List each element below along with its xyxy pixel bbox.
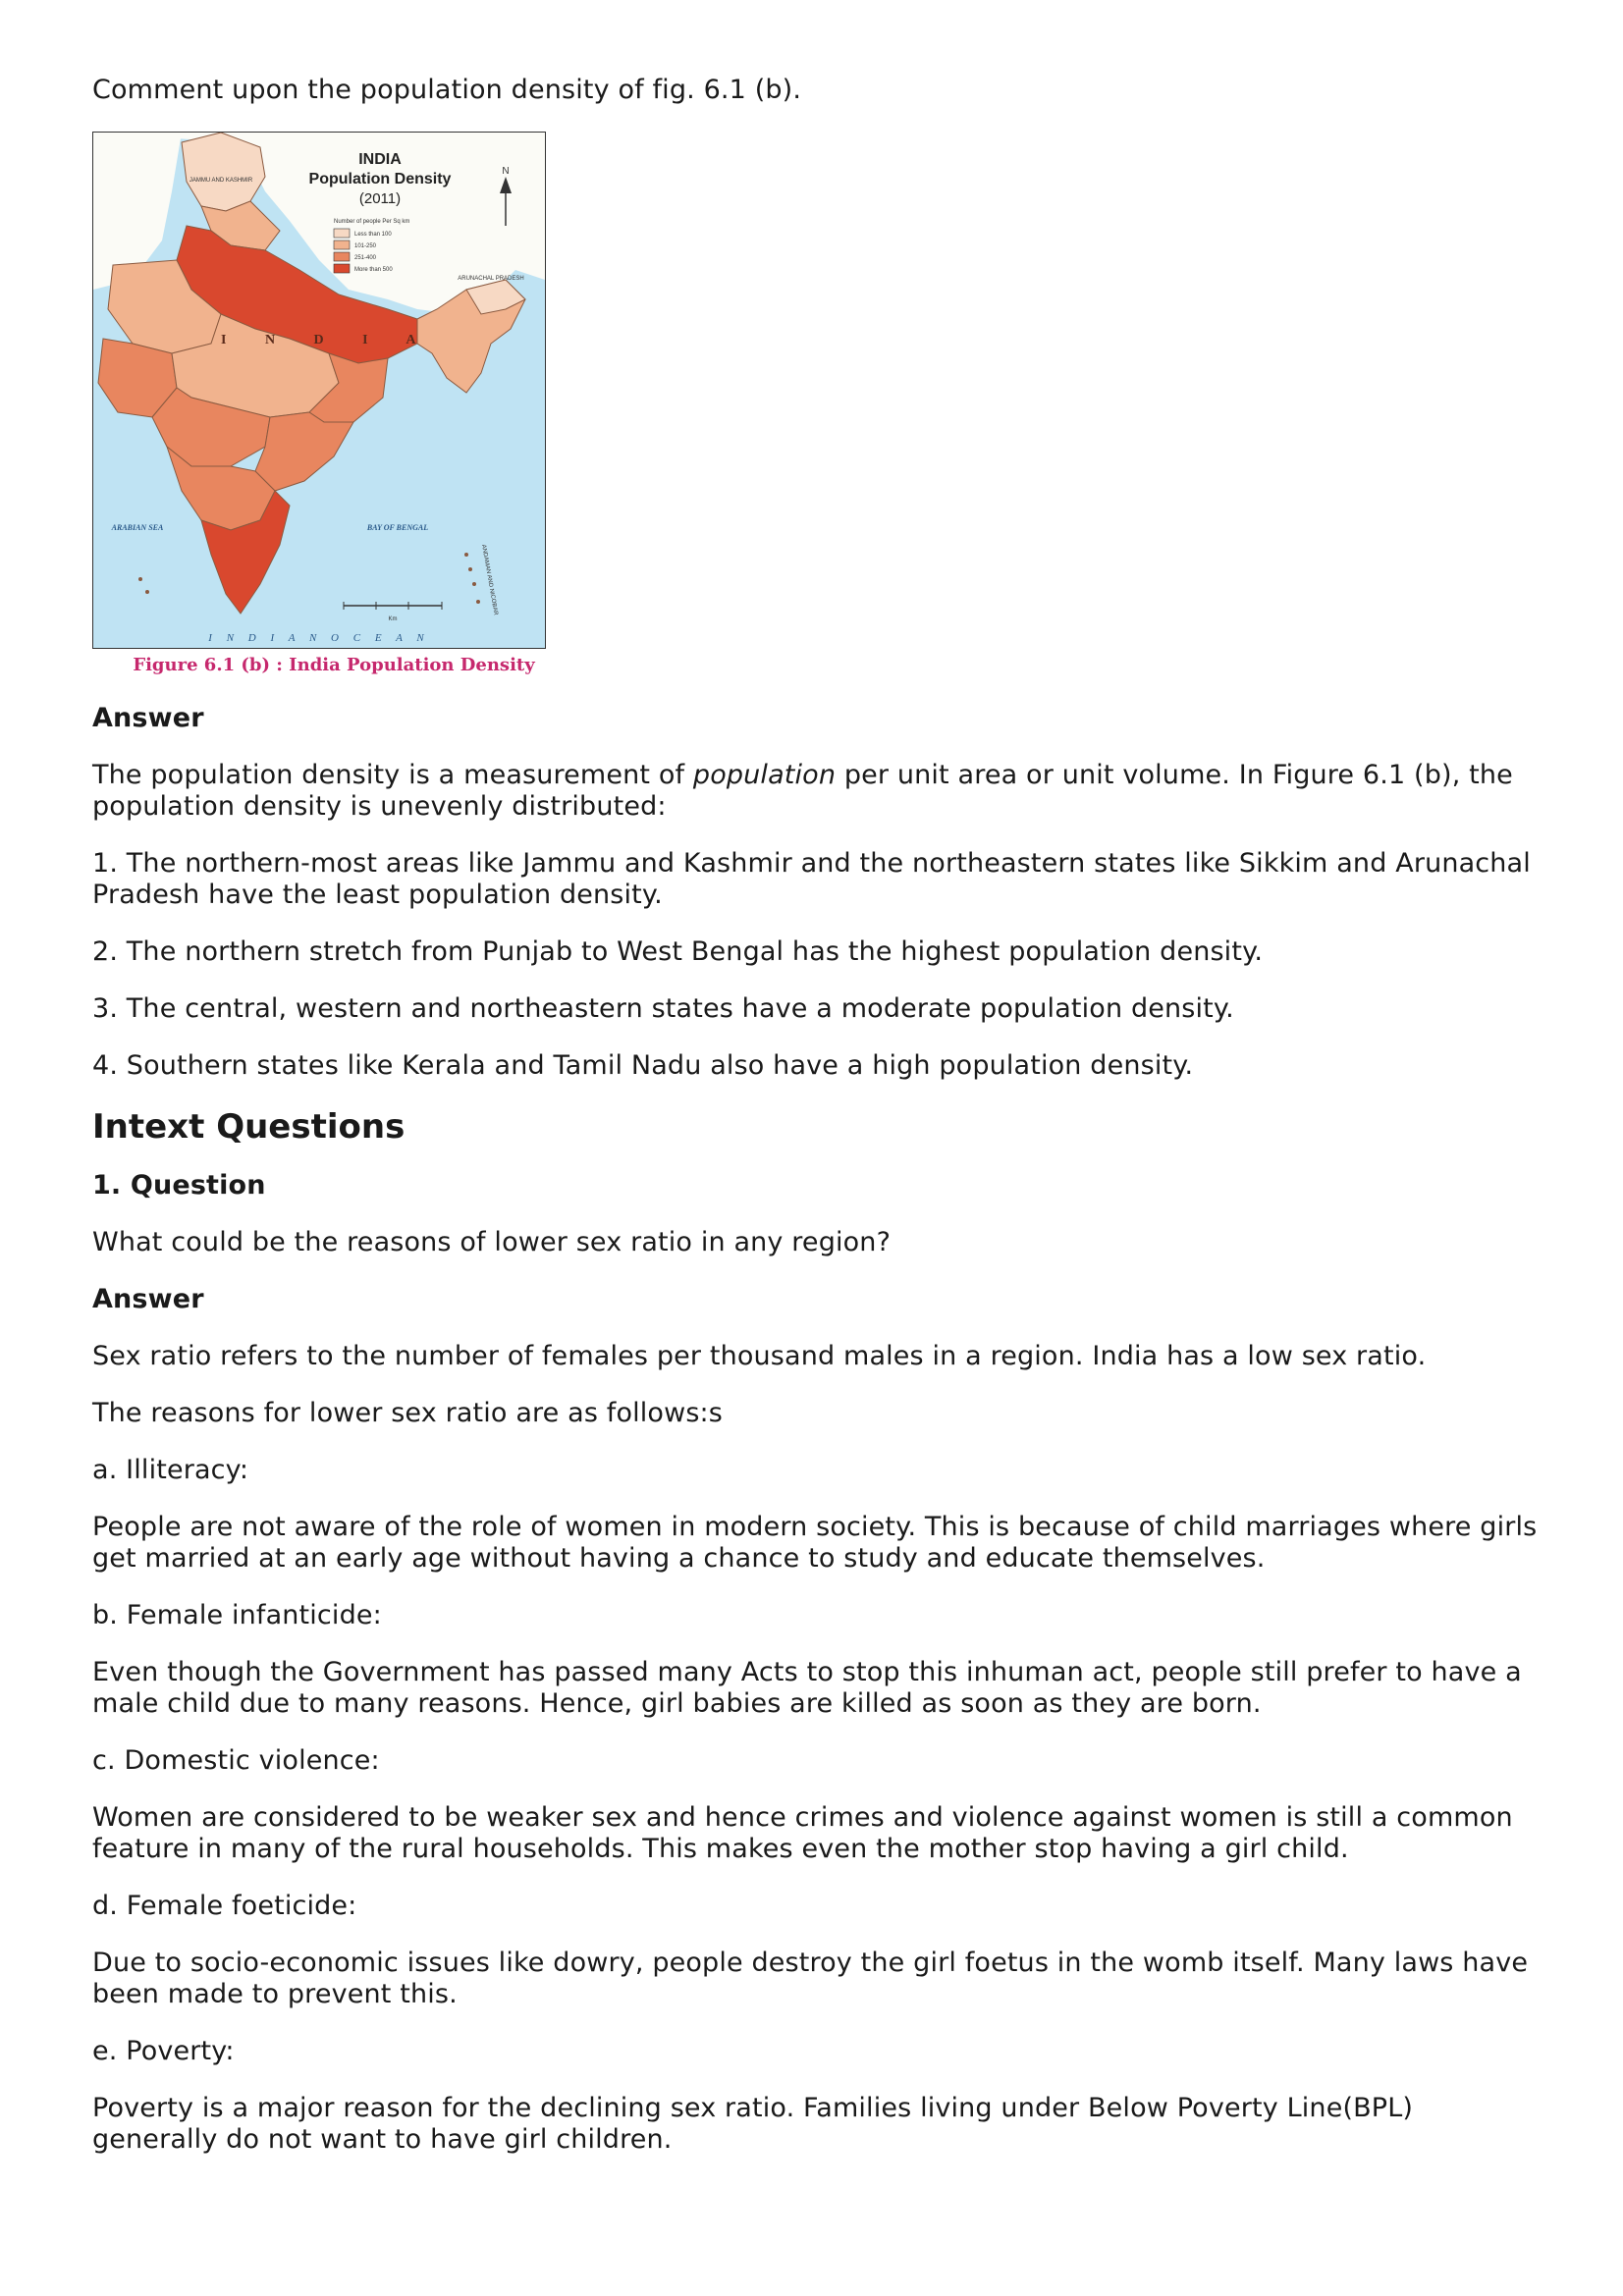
answer-1 <box>92 760 1545 1082</box>
answer-2 <box>92 1341 1545 2156</box>
scale-unit: Km <box>388 616 398 622</box>
label-andaman: ANDAMAN AND NICOBAR <box>480 544 499 616</box>
answer-paragraph: The reasons for lower sex ratio are as follows:s <box>92 1398 724 1428</box>
legend-label: More than 500 <box>354 267 393 273</box>
reason-heading: e. Poverty: <box>92 2036 235 2066</box>
island <box>472 582 476 586</box>
reason-text: People are not aware of the role of women in modern society. This is because of child marriages where girls get married at an early age without having a chance to study and educate themselves. <box>92 1512 1538 1574</box>
label-bay-of-bengal: BAY OF BENGAL <box>366 523 429 532</box>
reason-text: Due to socio-economic issues like dowry, people destroy the girl foetus in the womb itself. Many laws have been made to prevent this. <box>92 1948 1529 2009</box>
legend-heading: Number of people Per Sq km <box>334 219 410 225</box>
question-label: 1. Question <box>92 1170 266 1201</box>
reason-heading: d. Female foeticide: <box>92 1891 357 1921</box>
india-population-density-map <box>92 132 546 649</box>
section-heading: Intext Questions <box>92 1107 406 1147</box>
intro-question: Comment upon the population density of fig. 6.1 (b). <box>92 75 802 105</box>
label-indian-ocean: I N D I A N O C E A N <box>208 632 430 644</box>
reason-text: Poverty is a major reason for the declining sex ratio. Families living under Below Poverty Line(BPL) generally do not want to have girl children. <box>92 2093 1414 2155</box>
reason-heading: c. Domestic violence: <box>92 1745 380 1776</box>
north-label: N <box>502 166 510 177</box>
map-title-line3: (2011) <box>358 190 402 207</box>
island <box>468 567 472 571</box>
label-jk: JAMMU AND KASHMIR <box>189 178 253 184</box>
legend-label: 101-250 <box>354 243 377 249</box>
question-text: What could be the reasons of lower sex ratio in any region? <box>92 1227 892 1257</box>
answer-label: Answer <box>92 703 204 733</box>
legend-swatch <box>334 264 350 273</box>
emphasis: population <box>692 760 837 790</box>
reason-heading: a. Illiteracy: <box>92 1455 249 1485</box>
legend-swatch <box>334 240 350 249</box>
answer-point-2: 2. The northern stretch from Punjab to West Bengal has the highest population density. <box>92 936 1264 967</box>
answer-paragraph <box>92 760 1545 823</box>
document-page <box>92 75 1545 2181</box>
label-arunachal: ARUNACHAL PRADESH <box>458 276 524 282</box>
figure-caption: Figure 6.1 (b) : India Population Density <box>133 655 535 675</box>
answer-point-3: 3. The central, western and northeastern states have a moderate population density. <box>92 993 1234 1024</box>
label-india: I N D I A <box>221 333 434 347</box>
legend-label: Less than 100 <box>354 232 392 238</box>
label-arabian-sea: ARABIAN SEA <box>111 523 164 532</box>
answer-point-1: 1. The northern-most areas like Jammu and Kashmir and the northeastern states like Sikkim and Arunachal Pradesh have the least population density. <box>92 848 1531 910</box>
island <box>145 590 149 594</box>
island <box>476 600 480 604</box>
answer-paragraph: Sex ratio refers to the number of females per thousand males in a region. India has a low sex ratio. <box>92 1341 1427 1371</box>
legend-swatch <box>334 252 350 261</box>
map-title-line2: Population Density <box>308 171 452 187</box>
text-run: per unit area or unit volume. In Figure 6.1 (b), the population density is unevenly distributed: <box>92 760 1513 822</box>
island <box>138 577 142 581</box>
map-title-line1: INDIA <box>358 151 402 168</box>
island <box>464 553 468 557</box>
answer-label: Answer <box>92 1284 204 1314</box>
text-run: The population density is a measurement of <box>92 760 693 790</box>
legend-label: 251-400 <box>354 255 377 261</box>
reason-text: Even though the Government has passed many Acts to stop this inhuman act, people still prefer to have a male child due to many reasons. Hence, girl babies are killed as soon as they are born. <box>92 1657 1522 1719</box>
figure <box>92 132 546 675</box>
reason-text: Women are considered to be weaker sex and hence crimes and violence against women is still a common feature in many of the rural households. This makes even the mother stop having a girl child. <box>92 1802 1513 1864</box>
legend-swatch <box>334 229 350 238</box>
answer-point-4: 4. Southern states like Kerala and Tamil Nadu also have a high population density. <box>92 1050 1194 1081</box>
reason-heading: b. Female infanticide: <box>92 1600 382 1630</box>
